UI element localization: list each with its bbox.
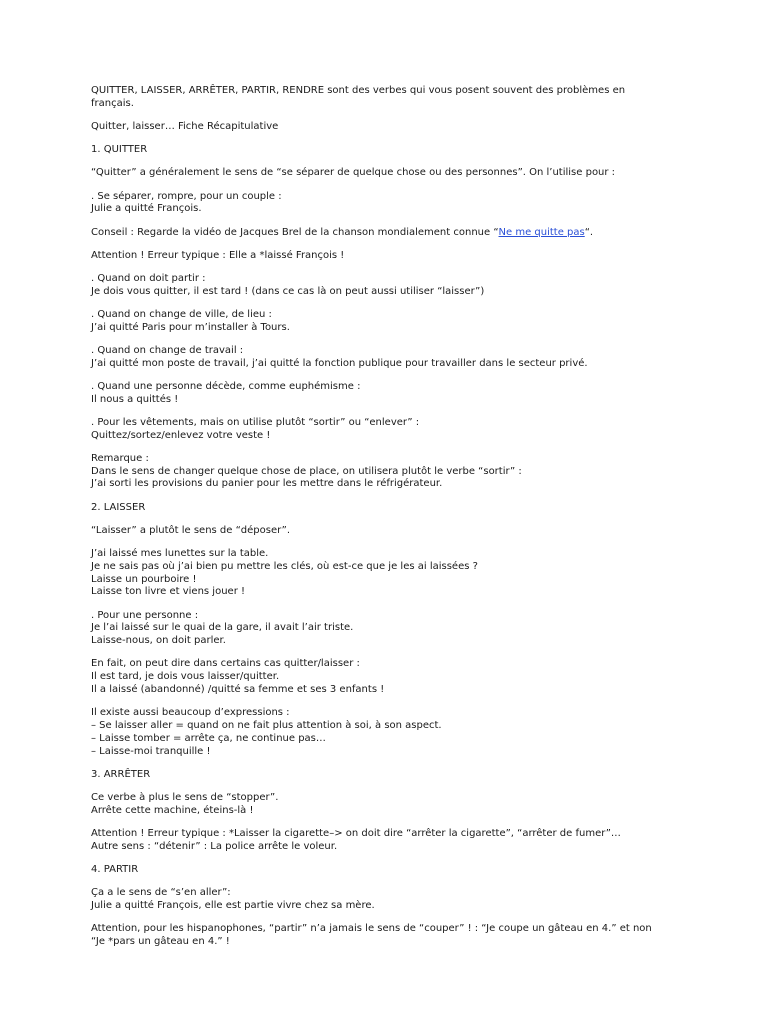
text-line: . Se séparer, rompre, pour un couple : xyxy=(91,190,282,202)
text-line: “Je *pars un gâteau en 4.” ! xyxy=(91,935,230,947)
text-line: – Laisse-moi tranquille ! xyxy=(91,745,211,757)
song-link[interactable]: Ne me quitte pas xyxy=(498,226,585,238)
text-line: 3. ARRÊTER xyxy=(91,768,151,780)
text-line: Julie a quitté François. xyxy=(91,203,202,215)
text-line: 4. PARTIR xyxy=(91,863,139,875)
text-line: Je l’ai laissé sur le quai de la gare, il avait l’air triste. xyxy=(91,622,354,634)
paragraph xyxy=(91,525,664,538)
paragraph xyxy=(91,887,664,913)
text-line: 2. LAISSER xyxy=(91,501,146,513)
text-line: Attention ! Erreur typique : Elle a *laissé François ! xyxy=(91,249,345,261)
text-line: Ça a le sens de “s’en aller”: xyxy=(91,887,231,899)
text-line: Julie a quitté François, elle est partie vivre chez sa mère. xyxy=(91,899,375,911)
text: Conseil : Regarde la vidéo de Jacques Brel de la chanson mondialement connue “ xyxy=(91,226,499,238)
text-line: Il est tard, je dois vous laisser/quitter. xyxy=(91,671,280,683)
paragraph xyxy=(91,345,664,371)
text-line: Laisse ton livre et viens jouer ! xyxy=(91,586,245,598)
paragraph xyxy=(91,828,664,854)
paragraph xyxy=(91,250,664,263)
paragraph xyxy=(91,923,664,949)
text-line: J’ai laissé mes lunettes sur la table. xyxy=(91,547,269,559)
paragraph xyxy=(91,792,664,818)
text-line: Dans le sens de changer quelque chose de place, on utilisera plutôt le verbe “sortir” : xyxy=(91,465,522,477)
text-line: . Quand une personne décède, comme euphémisme : xyxy=(91,380,361,392)
text-line: Autre sens : “détenir” : La police arrête le voleur. xyxy=(91,840,338,852)
text-line: Ce verbe à plus le sens de “stopper”. xyxy=(91,791,279,803)
paragraph xyxy=(91,610,664,648)
text-line: – Laisse tomber = arrête ça, ne continue pas… xyxy=(91,732,326,744)
text-line: . Quand on doit partir : xyxy=(91,272,206,284)
paragraph xyxy=(91,381,664,407)
text-line: Laisse-nous, on doit parler. xyxy=(91,635,226,647)
paragraph xyxy=(91,658,664,696)
text-line: – Se laisser aller = quand on ne fait plus attention à soi, à son aspect. xyxy=(91,719,442,731)
text-line: . Pour les vêtements, mais on utilise plutôt “sortir” ou “enlever” : xyxy=(91,416,420,428)
text-line: QUITTER, LAISSER, ARRÊTER, PARTIR, RENDRE sont des verbes qui vous posent souvent des problèmes en xyxy=(91,85,626,96)
text-line: Je ne sais pas où j’ai bien pu mettre les clés, où est-ce que je les ai laissées ? xyxy=(91,560,478,572)
text-line: . Quand on change de travail : xyxy=(91,344,244,356)
paragraph xyxy=(91,144,664,157)
text-line: Laisse un pourboire ! xyxy=(91,573,197,585)
text-line: En fait, on peut dire dans certains cas quitter/laisser : xyxy=(91,658,360,670)
paragraph xyxy=(91,769,664,782)
paragraph xyxy=(91,121,664,134)
paragraph xyxy=(91,707,664,758)
text-line: Il a laissé (abandonné) /quitté sa femme et ses 3 enfants ! xyxy=(91,683,385,695)
text-line: J’ai quitté Paris pour m’installer à Tours. xyxy=(91,321,290,333)
text-line: Attention ! Erreur typique : *Laisser la cigarette–> on doit dire “arrêter la cigarette”, “arrêter de fumer”… xyxy=(91,827,621,839)
paragraph xyxy=(91,85,664,111)
text-line: Arrête cette machine, éteins-là ! xyxy=(91,804,254,816)
paragraph xyxy=(91,864,664,877)
text-line: 1. QUITTER xyxy=(91,144,148,156)
text-line: Je dois vous quitter, il est tard ! (dans ce cas là on peut aussi utiliser “laisser”) xyxy=(91,285,485,297)
text-line: Attention, pour les hispanophones, “partir” n’a jamais le sens de “couper” ! : “Je coupe un gâteau en 4.” et non xyxy=(91,923,652,935)
text-line: . Pour une personne : xyxy=(91,609,199,621)
text-line: Remarque : xyxy=(91,452,149,464)
paragraph xyxy=(91,502,664,515)
paragraph xyxy=(91,273,664,299)
text-line: “Quitter” a généralement le sens de “se séparer de quelque chose ou des personnes”. On l’utilise pour : xyxy=(91,167,616,179)
paragraph xyxy=(91,417,664,443)
text-line: J’ai sorti les provisions du panier pour les mettre dans le réfrigérateur. xyxy=(91,478,443,490)
paragraph xyxy=(91,548,664,599)
text-line: français. xyxy=(91,97,134,109)
text-line: J’ai quitté mon poste de travail, j’ai quitté la fonction publique pour travailler dans le secteur privé. xyxy=(91,357,588,369)
paragraph xyxy=(91,227,664,240)
text-line: “Laisser” a plutôt le sens de “déposer”. xyxy=(91,524,290,536)
text: “. xyxy=(584,226,594,238)
text-line: Il existe aussi beaucoup d’expressions : xyxy=(91,707,290,719)
text-line: Il nous a quittés ! xyxy=(91,393,179,405)
paragraph xyxy=(91,167,664,180)
text-line: Quitter, laisser… Fiche Récapitulative xyxy=(91,120,279,132)
text-line: . Quand on change de ville, de lieu : xyxy=(91,308,272,320)
paragraph xyxy=(91,191,664,217)
text-line: Quittez/sortez/enlevez votre veste ! xyxy=(91,429,271,441)
paragraph xyxy=(91,309,664,335)
paragraph xyxy=(91,453,664,491)
